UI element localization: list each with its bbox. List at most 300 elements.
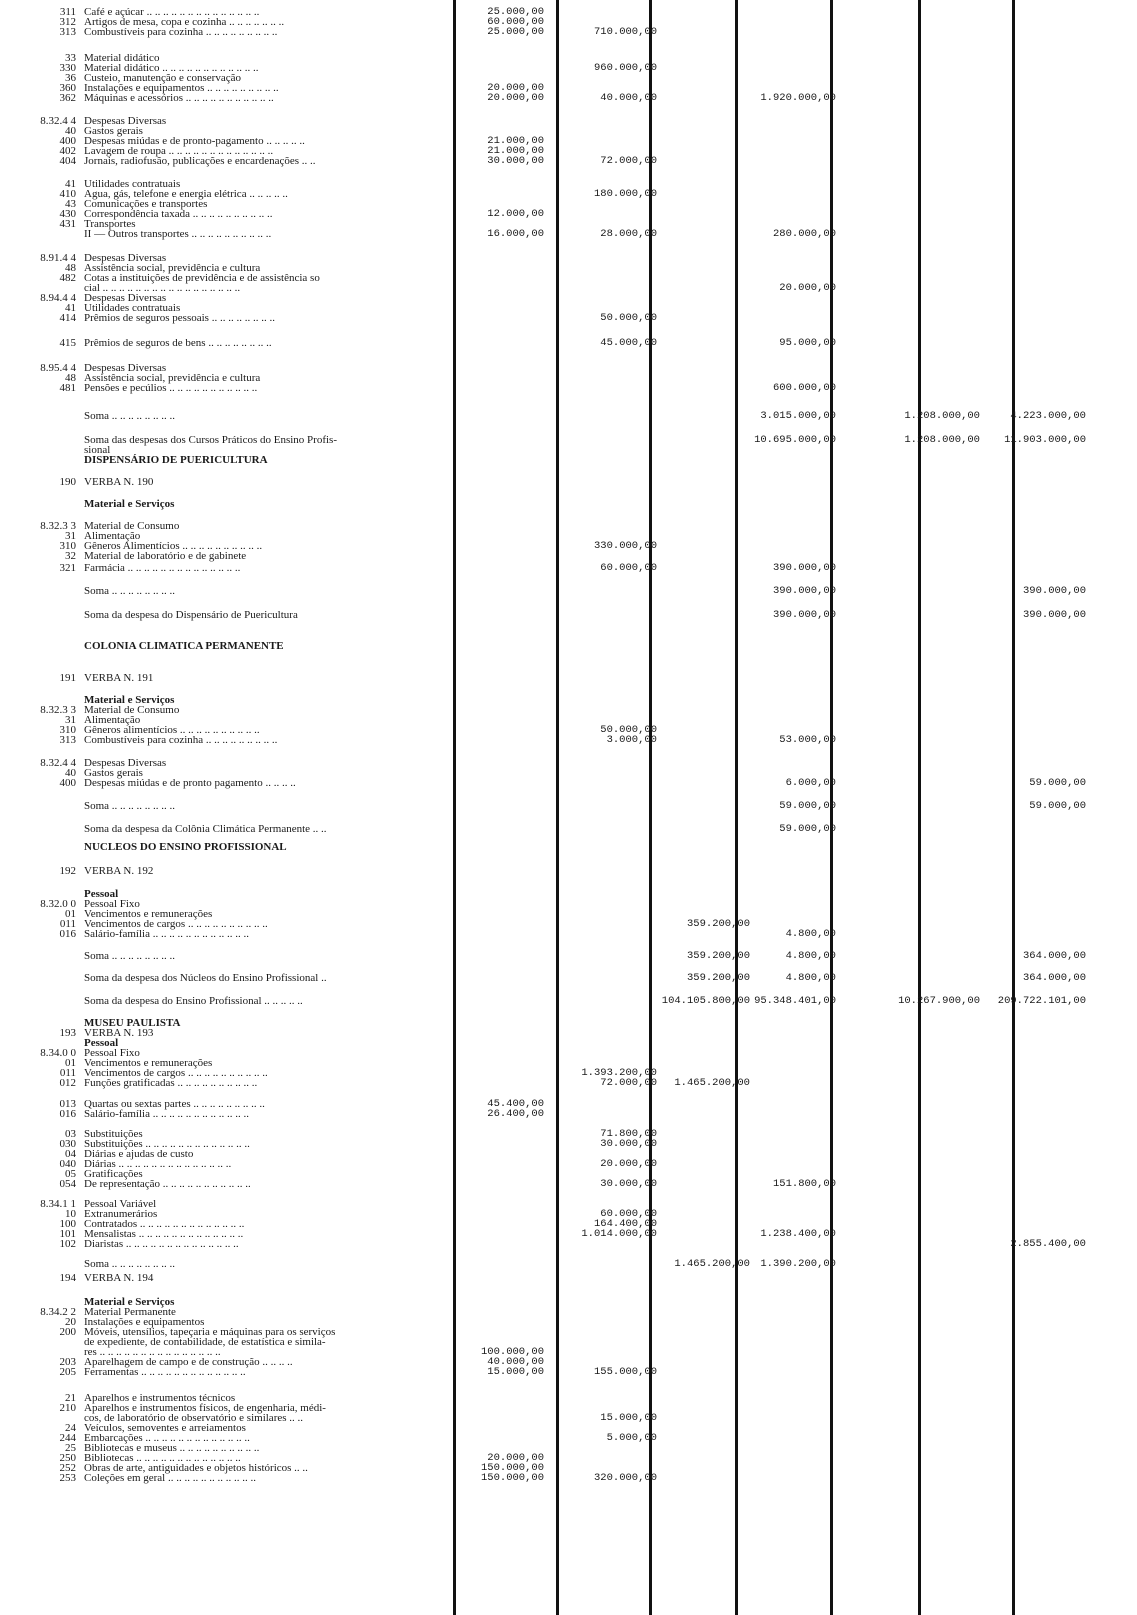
row-description: Material de Consumo (84, 520, 180, 532)
amount-c1: 21.000,00 (487, 135, 544, 147)
ledger-row (0, 337, 1137, 349)
amount-c2: 72.000,00 (600, 1077, 657, 1089)
amount-c3: 1.465.200,00 (674, 1077, 750, 1089)
row-code: 402 (59, 145, 76, 157)
amount-c2: 1.014.000,00 (581, 1228, 657, 1240)
amount-c2: 30.000,00 (600, 1138, 657, 1150)
amount-c2: 50.000,00 (600, 724, 657, 736)
row-code: 20 (65, 1316, 76, 1328)
row-description: Alimentação (84, 714, 141, 726)
row-code: 030 (59, 1138, 76, 1150)
amount-c2: 960.000,00 (593, 62, 657, 74)
row-description: Gêneros alimentícios .. .. .. .. .. .. .. .. .. .. (84, 724, 260, 736)
amount-c6: 4.223.000,00 (1010, 410, 1086, 422)
row-description: Pessoal (84, 888, 119, 900)
row-description: Soma da despesa dos Núcleos do Ensino Profissional .. (84, 972, 327, 984)
row-code: 36 (65, 72, 76, 84)
amount-c2: 320.000,00 (593, 1472, 657, 1484)
ledger-row (0, 155, 1137, 167)
row-code: 21 (65, 1392, 76, 1404)
amount-c1: 100.000,00 (480, 1346, 544, 1358)
row-code: 40 (65, 125, 76, 137)
ledger-row (0, 609, 1137, 621)
row-description: Artigos de mesa, copa e cozinha .. .. .. .. .. .. .. (84, 16, 285, 28)
row-description: II — Outros transportes .. .. .. .. .. .. .. .. .. .. (84, 228, 272, 240)
ledger-row (0, 865, 1137, 877)
row-code: 481 (59, 382, 76, 394)
row-description: Soma .. .. .. .. .. .. .. .. (84, 800, 176, 812)
row-description: Material e Serviços (84, 498, 175, 510)
ledger-row (0, 1272, 1137, 1284)
amount-c3: 104.105.800,00 (661, 995, 750, 1007)
row-code: 192 (59, 865, 76, 877)
row-code: 04 (65, 1148, 76, 1160)
row-description: Contratados .. .. .. .. .. .. .. .. .. .. .. .. .. (84, 1218, 245, 1230)
row-description: Substituições (84, 1128, 143, 1140)
row-description: Gêneros Alimentícios .. .. .. .. .. .. .. .. .. .. (84, 540, 263, 552)
row-code: 8.32.4 4 (40, 115, 76, 127)
amount-c4: 151.800,00 (772, 1178, 836, 1190)
row-code: 400 (59, 135, 76, 147)
amount-c1: 30.000,00 (487, 155, 544, 167)
ledger-row (0, 228, 1137, 240)
ledger-row (0, 640, 1137, 652)
row-code: 482 (59, 272, 76, 284)
amount-c2: 3.000,00 (606, 734, 657, 746)
row-code: 016 (59, 1108, 76, 1120)
ledger-row (0, 476, 1137, 488)
row-code: 252 (59, 1462, 76, 1474)
row-description: Prêmios de seguros de bens .. .. .. .. .. .. .. .. (84, 337, 272, 349)
amount-c2: 60.000,00 (600, 1208, 657, 1220)
row-code: 404 (59, 155, 76, 167)
row-description: Máquinas e acessórios .. .. .. .. .. .. .. .. .. .. .. (84, 92, 274, 104)
ledger-row (0, 410, 1137, 422)
row-code: 24 (65, 1422, 76, 1434)
row-code: 253 (59, 1472, 76, 1484)
ledger-row (0, 1108, 1137, 1120)
row-description: De representação .. .. .. .. .. .. .. .. .. .. .. (84, 1178, 251, 1190)
amount-c2: 72.000,00 (600, 155, 657, 167)
row-code: 48 (65, 262, 76, 274)
amount-c6: 59.000,00 (1029, 800, 1086, 812)
row-code: 210 (59, 1402, 76, 1414)
ledger-row (0, 382, 1137, 394)
row-description: Gastos gerais (84, 125, 143, 137)
row-description: Móveis, utensílios, tapeçaria e máquinas para os serviços (84, 1326, 336, 1338)
row-description: Material e Serviços (84, 1296, 175, 1308)
row-description: Custeio, manutenção e conservação (84, 72, 241, 84)
amount-c4: 95.348.401,00 (754, 995, 836, 1007)
ledger-row (0, 928, 1137, 940)
ledger-row (0, 1366, 1137, 1378)
row-description: Aparelhagem de campo e de construção .. .. .. .. (84, 1356, 293, 1368)
amount-c4: 6.000,00 (785, 777, 836, 789)
row-description: Soma .. .. .. .. .. .. .. .. (84, 1258, 176, 1270)
amount-c4: 95.000,00 (779, 337, 836, 349)
ledger-row (0, 454, 1137, 466)
row-description: Instalações e equipamentos (84, 1316, 205, 1328)
row-description: Despesas Diversas (84, 757, 167, 769)
row-description: VERBA N. 194 (84, 1272, 154, 1284)
row-description: Ferramentas .. .. .. .. .. .. .. .. .. .. .. .. .. (84, 1366, 246, 1378)
row-code: 011 (59, 918, 76, 930)
row-description: Veículos, semoventes e arreiamentos (84, 1422, 246, 1434)
ledger-row (0, 841, 1137, 853)
row-description: Farmácia .. .. .. .. .. .. .. .. .. .. .. .. .. .. (84, 562, 241, 574)
row-description: Vencimentos de cargos .. .. .. .. .. .. .. .. .. .. (84, 918, 268, 930)
row-code: 311 (59, 6, 76, 18)
row-code: 32 (65, 550, 76, 562)
row-description: sional (84, 444, 111, 456)
row-description: Assistência social, previdência e cultura (84, 372, 261, 384)
ledger-row (0, 950, 1137, 962)
row-code: 012 (59, 1077, 76, 1089)
row-description: de expediente, de contabilidade, de estatística e simila- (84, 1336, 326, 1348)
row-description: cos, de laboratório de observatório e similares .. .. (84, 1412, 304, 1424)
amount-c4: 4.800,00 (785, 928, 836, 940)
row-description: Material Permanente (84, 1306, 176, 1318)
row-code: 016 (59, 928, 76, 940)
row-code: 430 (59, 208, 76, 220)
amount-c2: 28.000,00 (600, 228, 657, 240)
row-description: Extranumerários (84, 1208, 158, 1220)
amount-c4: 390.000,00 (772, 562, 836, 574)
row-code: 8.32.3 3 (40, 704, 76, 716)
row-code: 205 (59, 1366, 76, 1378)
row-code: 101 (59, 1228, 76, 1240)
row-description: Diaristas .. .. .. .. .. .. .. .. .. .. .. .. .. .. (84, 1238, 239, 1250)
row-description: Pessoal Fixo (84, 1047, 140, 1059)
row-description: Lavagem de roupa .. .. .. .. .. .. .. .. .. .. .. .. .. (84, 145, 274, 157)
row-code: 01 (65, 908, 76, 920)
row-description: Soma da despesa da Colônia Climática Permanente .. .. (84, 823, 327, 835)
row-code: 05 (65, 1168, 76, 1180)
amount-c1: 45.400,00 (487, 1098, 544, 1110)
row-code: 200 (59, 1326, 76, 1338)
row-description: Alimentação (84, 530, 141, 542)
row-code: 40 (65, 767, 76, 779)
row-code: 313 (59, 734, 76, 746)
amount-c1: 150.000,00 (480, 1462, 544, 1474)
amount-c2: 20.000,00 (600, 1158, 657, 1170)
row-description: Utilidades contratuais (84, 302, 181, 314)
row-code: 8.34.2 2 (40, 1306, 76, 1318)
row-description: Material e Serviços (84, 694, 175, 706)
amount-c4: 10.695.000,00 (754, 434, 836, 446)
row-description: Despesas miúdas e de pronto-pagamento .. .. .. .. .. (84, 135, 305, 147)
amount-c4: 390.000,00 (772, 609, 836, 621)
row-code: 43 (65, 198, 76, 210)
row-code: 362 (59, 92, 76, 104)
amount-c4: 4.800,00 (785, 950, 836, 962)
row-description: Prêmios de seguros pessoais .. .. .. .. .. .. .. .. (84, 312, 275, 324)
amount-c3: 1.465.200,00 (674, 1258, 750, 1270)
row-code: 431 (59, 218, 76, 230)
row-description: Salário-família .. .. .. .. .. .. .. .. .. .. .. .. (84, 1108, 249, 1120)
row-code: 250 (59, 1452, 76, 1464)
ledger-row (0, 312, 1137, 324)
ledger-row (0, 734, 1137, 746)
amount-c1: 20.000,00 (487, 1452, 544, 1464)
row-code: 8.94.4 4 (40, 292, 76, 304)
amount-c2: 180.000,00 (593, 188, 657, 200)
amount-c6: 59.000,00 (1029, 777, 1086, 789)
amount-c5: 10.267.900,00 (898, 995, 980, 1007)
row-code: 313 (59, 26, 76, 38)
amount-c1: 20.000,00 (487, 82, 544, 94)
amount-c5: 1.208.000,00 (904, 410, 980, 422)
row-code: 8.34.0 0 (40, 1047, 76, 1059)
amount-c4: 600.000,00 (772, 382, 836, 394)
row-description: Despesas miúdas e de pronto pagamento .. .. .. .. (84, 777, 296, 789)
row-description: Despesas Diversas (84, 362, 167, 374)
row-code: 400 (59, 777, 76, 789)
amount-c4: 3.015.000,00 (760, 410, 836, 422)
amount-c1: 40.000,00 (487, 1356, 544, 1368)
row-description: Material didático (84, 52, 160, 64)
row-description: MUSEU PAULISTA (84, 1017, 181, 1029)
ledger-row (0, 92, 1137, 104)
row-code: 03 (65, 1128, 76, 1140)
row-description: Utilidades contratuais (84, 178, 181, 190)
ledger-row (0, 1472, 1137, 1484)
amount-c2: 45.000,00 (600, 337, 657, 349)
row-code: 8.32.3 3 (40, 520, 76, 532)
amount-c2: 164.400,00 (593, 1218, 657, 1230)
amount-c1: 60.000,00 (487, 16, 544, 28)
row-description: Agua, gás, telefone e energia elétrica .. .. .. .. .. (84, 188, 288, 200)
row-code: 100 (59, 1218, 76, 1230)
ledger-row (0, 562, 1137, 574)
row-description: Pessoal Variável (84, 1198, 157, 1210)
amount-c5: 1.208.000,00 (904, 434, 980, 446)
row-description: Soma da despesa do Ensino Profissional .. .. .. .. .. (84, 995, 303, 1007)
row-code: 321 (59, 562, 76, 574)
row-description: res .. .. .. .. .. .. .. .. .. .. .. .. .. .. .. (84, 1346, 221, 1358)
row-description: Bibliotecas e museus .. .. .. .. .. .. .. .. .. .. (84, 1442, 260, 1454)
amount-c6: 390.000,00 (1022, 609, 1086, 621)
amount-c4: 59.000,00 (779, 823, 836, 835)
row-code: 41 (65, 178, 76, 190)
amount-c2: 330.000,00 (593, 540, 657, 552)
amount-c1: 25.000,00 (487, 26, 544, 38)
amount-c1: 21.000,00 (487, 145, 544, 157)
row-code: 190 (59, 476, 76, 488)
row-description: Correspondência taxada .. .. .. .. .. .. .. .. .. .. (84, 208, 273, 220)
amount-c2: 710.000,00 (593, 26, 657, 38)
amount-c2: 1.393.200,00 (581, 1067, 657, 1079)
row-description: Jornais, radiofusão, publicações e encardenações .. .. (84, 155, 316, 167)
row-description: Combustíveis para cozinha .. .. .. .. .. .. .. .. .. (84, 26, 278, 38)
row-description: Transportes (84, 218, 136, 230)
row-code: 8.34.1 1 (40, 1198, 76, 1210)
amount-c2: 5.000,00 (606, 1432, 657, 1444)
amount-c6: 364.000,00 (1022, 972, 1086, 984)
amount-c2: 71.800,00 (600, 1128, 657, 1140)
amount-c1: 12.000,00 (487, 208, 544, 220)
row-description: Quartas ou sextas partes .. .. .. .. .. .. .. .. .. (84, 1098, 265, 1110)
row-description: Combustíveis para cozinha .. .. .. .. .. .. .. .. .. (84, 734, 278, 746)
row-code: 191 (59, 672, 76, 684)
row-code: 244 (59, 1432, 76, 1444)
row-description: Substituições .. .. .. .. .. .. .. .. .. .. .. .. .. (84, 1138, 250, 1150)
row-description: Aparelhos e instrumentos técnicos (84, 1392, 236, 1404)
amount-c2: 50.000,00 (600, 312, 657, 324)
ledger-row (0, 550, 1137, 562)
row-description: Vencimentos e remunerações (84, 908, 213, 920)
row-code: 013 (59, 1098, 76, 1110)
row-code: 01 (65, 1057, 76, 1069)
row-description: Material didático .. .. .. .. .. .. .. .. .. .. .. .. (84, 62, 259, 74)
amount-c2: 30.000,00 (600, 1178, 657, 1190)
amount-c4: 390.000,00 (772, 585, 836, 597)
row-description: Material de Consumo (84, 704, 180, 716)
amount-c2: 60.000,00 (600, 562, 657, 574)
row-code: 41 (65, 302, 76, 314)
row-description: Gastos gerais (84, 767, 143, 779)
row-code: 194 (59, 1272, 76, 1284)
row-description: Soma .. .. .. .. .. .. .. .. (84, 585, 176, 597)
row-code: 330 (59, 62, 76, 74)
ledger-row (0, 1077, 1137, 1089)
amount-c4: 280.000,00 (772, 228, 836, 240)
row-code: 203 (59, 1356, 76, 1368)
row-description: Material de laboratório e de gabinete (84, 550, 247, 562)
row-description: VERBA N. 191 (84, 672, 154, 684)
ledger-row (0, 1238, 1137, 1250)
row-code: 25 (65, 1442, 76, 1454)
row-description: Vencimentos e remunerações (84, 1057, 213, 1069)
row-description: Despesas Diversas (84, 292, 167, 304)
row-code: 31 (65, 530, 76, 542)
row-description: cial .. .. .. .. .. .. .. .. .. .. .. .. .. .. .. .. .. (84, 282, 241, 294)
amount-c1: 25.000,00 (487, 6, 544, 18)
row-description: Cotas a instituições de previdência e de assistência so (84, 272, 320, 284)
amount-c2: 15.000,00 (600, 1412, 657, 1424)
row-description: NUCLEOS DO ENSINO PROFISSIONAL (84, 841, 287, 853)
ledger-row (0, 1178, 1137, 1190)
row-code: 31 (65, 714, 76, 726)
row-code: 8.32.0 0 (40, 898, 76, 910)
row-description: Mensalistas .. .. .. .. .. .. .. .. .. .. .. .. .. (84, 1228, 244, 1240)
ledger-row (0, 777, 1137, 789)
row-description: Assistência social, previdência e cultura (84, 262, 261, 274)
row-description: Obras de arte, antiguidades e objetos históricos .. .. (84, 1462, 308, 1474)
amount-c1: 16.000,00 (487, 228, 544, 240)
amount-c1: 20.000,00 (487, 92, 544, 104)
row-code: 310 (59, 724, 76, 736)
row-code: 360 (59, 82, 76, 94)
row-description: Soma .. .. .. .. .. .. .. .. (84, 410, 176, 422)
amount-c6: 11.903.000,00 (1004, 434, 1086, 446)
amount-c4: 1.238.400,00 (760, 1228, 836, 1240)
row-description: Salário-família .. .. .. .. .. .. .. .. .. .. .. .. (84, 928, 249, 940)
row-code: 193 (59, 1027, 76, 1039)
amount-c4: 1.390.200,00 (760, 1258, 836, 1270)
amount-c6: 2.855.400,00 (1010, 1238, 1086, 1250)
row-code: 8.32.4 4 (40, 757, 76, 769)
ledger-row (0, 26, 1137, 38)
row-description: Gratificações (84, 1168, 143, 1180)
ledger-row (0, 585, 1137, 597)
amount-c6: 390.000,00 (1022, 585, 1086, 597)
row-code: 415 (59, 337, 76, 349)
row-description: DISPENSÁRIO DE PUERICULTURA (84, 454, 268, 466)
amount-c2: 40.000,00 (600, 92, 657, 104)
row-code: 414 (59, 312, 76, 324)
ledger-row (0, 823, 1137, 835)
amount-c2: 155.000,00 (593, 1366, 657, 1378)
row-description: Pensões e pecúlios .. .. .. .. .. .. .. .. .. .. .. (84, 382, 258, 394)
row-description: Soma .. .. .. .. .. .. .. .. (84, 950, 176, 962)
amount-c6: 209.722.101,00 (997, 995, 1086, 1007)
row-code: 48 (65, 372, 76, 384)
row-description: Funções gratificadas .. .. .. .. .. .. .. .. .. .. (84, 1077, 258, 1089)
row-description: Embarcações .. .. .. .. .. .. .. .. .. .. .. .. .. (84, 1432, 250, 1444)
amount-c6: 364.000,00 (1022, 950, 1086, 962)
row-code: 040 (59, 1158, 76, 1170)
row-description: Soma das despesas dos Cursos Práticos do Ensino Profis- (84, 434, 337, 446)
row-code: 10 (65, 1208, 76, 1220)
ledger-row (0, 672, 1137, 684)
amount-c4: 59.000,00 (779, 800, 836, 812)
ledger-row (0, 800, 1137, 812)
row-description: Diárias .. .. .. .. .. .. .. .. .. .. .. .. .. .. (84, 1158, 232, 1170)
row-code: 011 (59, 1067, 76, 1079)
row-description: Despesas Diversas (84, 115, 167, 127)
amount-c4: 1.920.000,00 (760, 92, 836, 104)
amount-c3: 359.200,00 (686, 918, 750, 930)
row-description: Instalações e equipamentos .. .. .. .. .. .. .. .. .. (84, 82, 279, 94)
amount-c1: 15.000,00 (487, 1366, 544, 1378)
row-code: 8.95.4 4 (40, 362, 76, 374)
row-description: VERBA N. 193 (84, 1027, 154, 1039)
amount-c3: 359.200,00 (686, 972, 750, 984)
row-code: 312 (59, 16, 76, 28)
row-description: Soma da despesa do Dispensário de Puericultura (84, 609, 298, 621)
ledger-row (0, 995, 1137, 1007)
amount-c1: 26.400,00 (487, 1108, 544, 1120)
row-description: VERBA N. 192 (84, 865, 154, 877)
row-description: Despesas Diversas (84, 252, 167, 264)
amount-c3: 359.200,00 (686, 950, 750, 962)
ledger-row (0, 1258, 1137, 1270)
row-description: Pessoal (84, 1037, 119, 1049)
amount-c4: 4.800,00 (785, 972, 836, 984)
row-code: 310 (59, 540, 76, 552)
row-description: Diárias e ajudas de custo (84, 1148, 194, 1160)
row-description: Aparelhos e instrumentos físicos, de engenharia, médi- (84, 1402, 326, 1414)
row-code: 8.91.4 4 (40, 252, 76, 264)
row-description: Comunicações e transportes (84, 198, 208, 210)
amount-c1: 150.000,00 (480, 1472, 544, 1484)
row-description: Bibliotecas .. .. .. .. .. .. .. .. .. .. .. .. .. (84, 1452, 241, 1464)
row-description: Café e açúcar .. .. .. .. .. .. .. .. .. .. .. .. .. .. (84, 6, 260, 18)
row-code: 102 (59, 1238, 76, 1250)
row-code: 33 (65, 52, 76, 64)
row-description: Pessoal Fixo (84, 898, 140, 910)
row-description: Coleções em geral .. .. .. .. .. .. .. .. .. .. .. (84, 1472, 256, 1484)
ledger-row (0, 498, 1137, 510)
ledger-row (0, 972, 1137, 984)
amount-c4: 20.000,00 (779, 282, 836, 294)
row-description: VERBA N. 190 (84, 476, 154, 488)
row-description: COLONIA CLIMATICA PERMANENTE (84, 640, 284, 652)
row-description: Vencimentos de cargos .. .. .. .. .. .. .. .. .. .. (84, 1067, 268, 1079)
amount-c4: 53.000,00 (779, 734, 836, 746)
row-code: 054 (59, 1178, 76, 1190)
